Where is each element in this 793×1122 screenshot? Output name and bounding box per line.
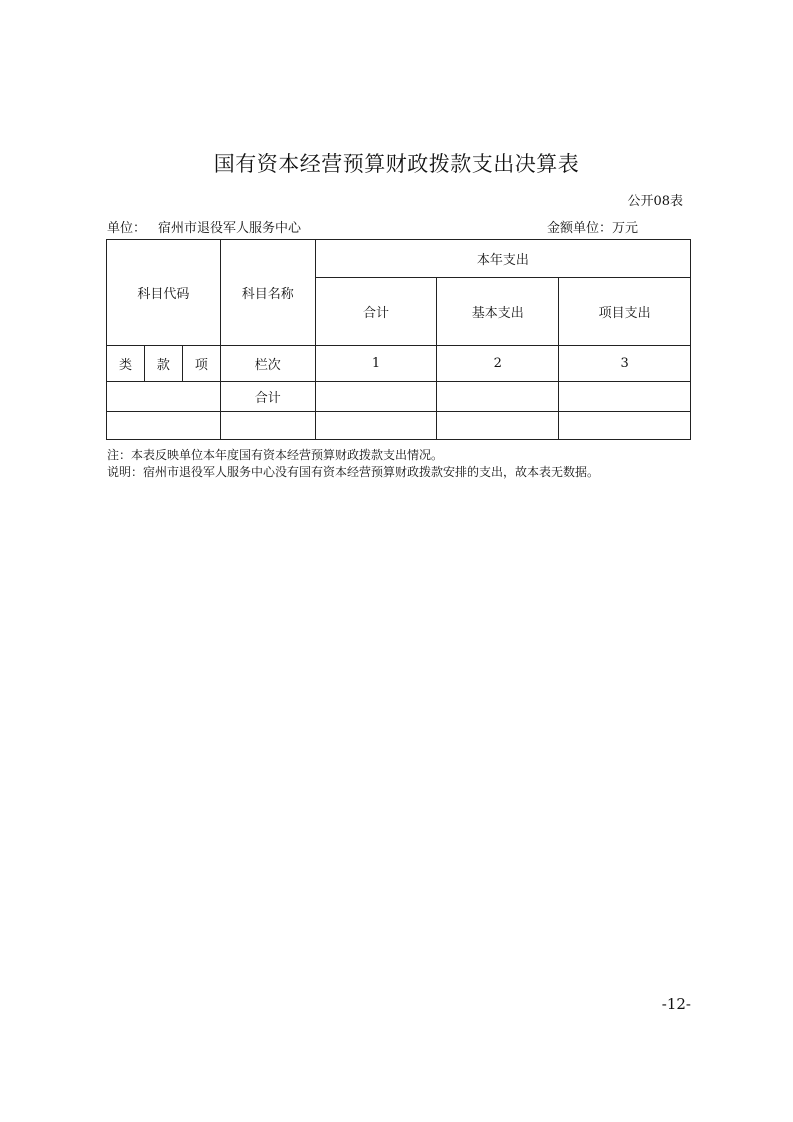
amount-unit: 金额单位：万元 (547, 221, 639, 236)
header-basic: 基本支出 (437, 278, 559, 346)
total-label: 合计 (220, 382, 315, 412)
header-subject-name: 科目名称 (220, 240, 315, 346)
unit-label: 单位： (107, 221, 147, 236)
reporting-unit (107, 217, 301, 236)
header-subject-code: 科目代码 (107, 240, 221, 346)
expenditure-table (106, 239, 691, 440)
index-kuan: 款 (144, 346, 182, 382)
total-project-cell (559, 382, 691, 412)
page-number: -12- (661, 995, 691, 1013)
total-value-cell (315, 382, 437, 412)
index-row (107, 346, 691, 382)
index-column-label: 栏次 (220, 346, 315, 382)
blank-code-cell (107, 412, 221, 440)
index-col-3: 3 (559, 346, 691, 382)
total-row (107, 382, 691, 412)
index-lei: 类 (107, 346, 145, 382)
header-total: 合计 (315, 278, 437, 346)
page-title: 国有资本经营预算财政拨款支出决算表 (213, 152, 580, 176)
index-col-2: 2 (437, 346, 559, 382)
blank-row (107, 412, 691, 440)
header-row-top (107, 240, 691, 278)
blank-name-cell (220, 412, 315, 440)
note-line: 注：本表反映单位本年度国有资本经营预算财政拨款支出情况。 (107, 448, 444, 462)
index-xiang: 项 (182, 346, 220, 382)
header-current-year: 本年支出 (315, 240, 690, 278)
blank-basic-cell (437, 412, 559, 440)
total-basic-cell (437, 382, 559, 412)
unit-value: 宿州市退役军人服务中心 (158, 221, 302, 236)
blank-project-cell (559, 412, 691, 440)
blank-total-cell (315, 412, 437, 440)
form-number: 公开08表 (627, 194, 683, 209)
total-code-cell (107, 382, 221, 412)
index-col-1: 1 (315, 346, 437, 382)
header-project: 项目支出 (559, 278, 691, 346)
explanation-line: 说明：宿州市退役军人服务中心没有国有资本经营预算财政拨款安排的支出，故本表无数据。 (107, 465, 600, 479)
notes (107, 447, 599, 481)
